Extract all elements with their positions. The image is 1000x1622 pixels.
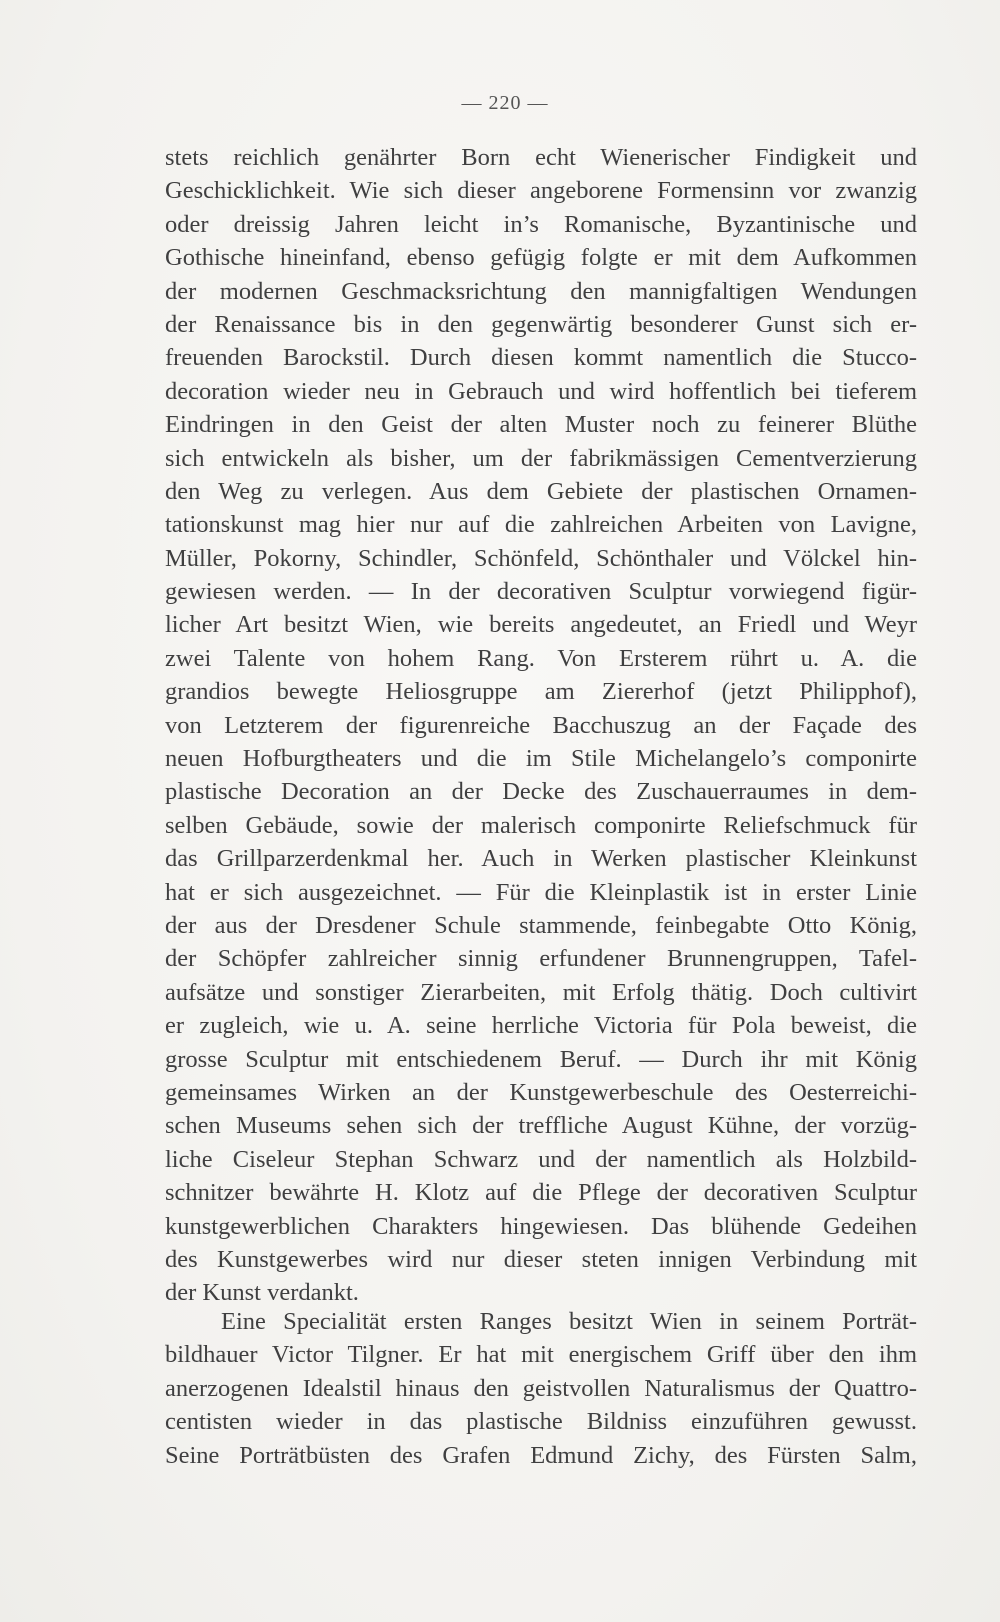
text-line: kunstgewerblichen Charakters hingewiesen. Das blühende Gedeihen [165, 1212, 917, 1240]
text-line: des Kunstgewerbes wird nur dieser steten innigen Verbindung mit [165, 1245, 917, 1273]
text-line: Eindringen in den Geist der alten Muster noch zu feinerer Blüthe [165, 411, 917, 439]
text-line: licher Art besitzt Wien, wie bereits angedeutet, an Friedl und Weyr [165, 611, 917, 639]
text-line: grosse Sculptur mit entschiedenem Beruf. — Durch ihr mit König [165, 1045, 917, 1073]
text-line: selben Gebäude, sowie der malerisch componirte Reliefschmuck für [165, 811, 917, 839]
text-line: Müller, Pokorny, Schindler, Schönfeld, Schönthaler und Völckel hin- [165, 544, 917, 572]
text-line: der Renaissance bis in den gegenwärtig besonderer Gunst sich er- [165, 310, 917, 338]
text-line: Gothische hineinfand, ebenso gefügig folgte er mit dem Aufkommen [165, 244, 917, 272]
text-line: hat er sich ausgezeichnet. — Für die Kleinplastik ist in erster Linie [165, 878, 917, 906]
text-line: er zugleich, wie u. A. seine herrliche Victoria für Pola beweist, die [165, 1012, 917, 1040]
text-line: der aus der Dresdener Schule stammende, feinbegabte Otto König, [165, 911, 917, 939]
text-line: zwei Talente von hohem Rang. Von Ersterem rührt u. A. die [165, 644, 917, 672]
text-line: schnitzer bewährte H. Klotz auf die Pflege der decorativen Sculptur [165, 1179, 917, 1207]
text-line: der modernen Geschmacksrichtung den mannigfaltigen Wendungen [165, 277, 917, 305]
text-line: decoration wieder neu in Gebrauch und wird hoffentlich bei tieferem [165, 377, 917, 405]
paragraph-2 [165, 1305, 917, 1472]
text-line: bildhauer Victor Tilgner. Er hat mit energischem Griff über den ihm [165, 1341, 917, 1369]
text-line: Seine Porträtbüsten des Grafen Edmund Zichy, des Fürsten Salm, [165, 1441, 917, 1469]
text-line: stets reichlich genährter Born echt Wienerischer Findigkeit und [165, 144, 917, 171]
text-line: Geschicklichkeit. Wie sich dieser angeborene Formensinn vor zwanzig [165, 177, 917, 205]
text-line: gewiesen werden. — In der decorativen Sculptur vorwiegend figür- [165, 578, 917, 606]
text-line: plastische Decoration an der Decke des Zuschauerraumes in dem- [165, 778, 917, 806]
text-line: der Schöpfer zahlreicher sinnig erfundener Brunnengruppen, Tafel- [165, 945, 917, 973]
text-line: das Grillparzerdenkmal her. Auch in Werken plastischer Kleinkunst [165, 845, 917, 873]
page-number: — 220 — [461, 92, 549, 114]
text-line: aufsätze und sonstiger Zierarbeiten, mit Erfolg thätig. Doch cultivirt [165, 978, 917, 1006]
text-line: grandios bewegte Heliosgruppe am Ziererhof (jetzt Philipphof), [165, 678, 917, 706]
text-line: der Kunst verdankt. [165, 1279, 359, 1307]
text-line: oder dreissig Jahren leicht in’s Romanische, Byzantinische und [165, 210, 917, 238]
text-line: centisten wieder in das plastische Bildniss einzuführen gewusst. [165, 1408, 917, 1436]
text-line: schen Museums sehen sich der treffliche August Kühne, der vorzüg- [165, 1112, 917, 1140]
text-line: gemeinsames Wirken an der Kunstgewerbeschule des Oesterreichi- [165, 1078, 917, 1106]
text-line: neuen Hofburgtheaters und die im Stile Michelangelo’s componirte [165, 745, 917, 773]
text-line: tationskunst mag hier nur auf die zahlreichen Arbeiten von Lavigne, [165, 511, 917, 539]
text-line: Eine Specialität ersten Ranges besitzt Wien in seinem Porträt- [221, 1308, 917, 1335]
text-line: anerzogenen Idealstil hinaus den geistvollen Naturalismus der Quattro- [165, 1374, 917, 1402]
text-line: freuenden Barockstil. Durch diesen kommt namentlich die Stucco- [165, 344, 917, 372]
text-line: von Letzterem der figurenreiche Bacchuszug an der Façade des [165, 711, 917, 739]
text-line: sich entwickeln als bisher, um der fabrikmässigen Cementverzierung [165, 444, 917, 472]
text-line: den Weg zu verlegen. Aus dem Gebiete der plastischen Ornamen- [165, 477, 917, 505]
text-line: liche Ciseleur Stephan Schwarz und der namentlich als Holzbild- [165, 1145, 917, 1173]
paragraph-1 [165, 141, 917, 1310]
